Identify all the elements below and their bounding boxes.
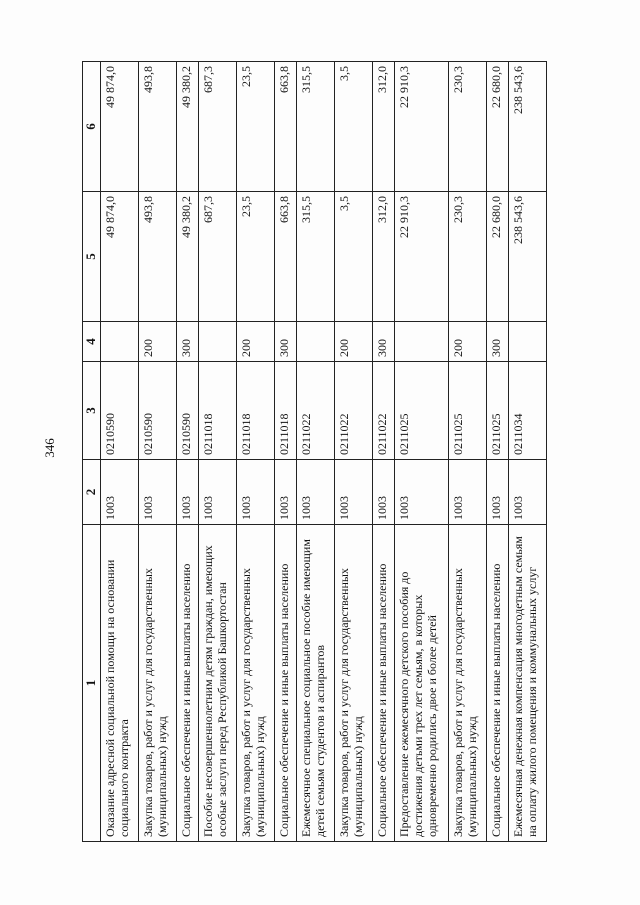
amount-cell: 238 543,6 (508, 192, 546, 322)
amount-cell: 49 380,2 (177, 62, 199, 192)
amount-cell: 663,8 (274, 192, 296, 322)
section-code-cell: 1003 (101, 460, 139, 525)
section-code-cell: 1003 (508, 460, 546, 525)
header-cell: 1 (83, 525, 101, 842)
page-number: 346 (42, 438, 57, 458)
table-body (101, 62, 547, 842)
section-code-cell: 1003 (198, 460, 236, 525)
row-name-cell: Предоставление ежемесячного детского пособия до достижения детьми трех лет семьям, в которых одновременно родились двое и более детей (394, 525, 448, 842)
expense-type-cell: 200 (236, 322, 274, 362)
target-code-cell: 0211025 (486, 362, 508, 460)
amount-cell: 22 910,3 (394, 192, 448, 322)
amount-cell: 49 874,0 (101, 192, 139, 322)
amount-cell: 49 380,2 (177, 192, 199, 322)
target-code-cell: 0211018 (274, 362, 296, 460)
section-code-cell: 1003 (486, 460, 508, 525)
table-row (394, 62, 448, 842)
table-row (139, 62, 177, 842)
amount-cell: 663,8 (274, 62, 296, 192)
row-name-cell: Социальное обеспечение и иные выплаты населению (372, 525, 394, 842)
target-code-cell: 0211025 (394, 362, 448, 460)
amount-cell: 22 680,0 (486, 62, 508, 192)
target-code-cell: 0211018 (236, 362, 274, 460)
amount-cell: 3,5 (334, 62, 372, 192)
target-code-cell: 0210590 (139, 362, 177, 460)
amount-cell: 493,8 (139, 62, 177, 192)
amount-cell: 238 543,6 (508, 62, 546, 192)
amount-cell: 312,0 (372, 62, 394, 192)
section-code-cell: 1003 (236, 460, 274, 525)
expense-type-cell: 300 (274, 322, 296, 362)
table-row (334, 62, 372, 842)
expense-type-cell (508, 322, 546, 362)
expense-type-cell: 200 (139, 322, 177, 362)
amount-cell: 3,5 (334, 192, 372, 322)
amount-cell: 687,3 (198, 62, 236, 192)
amount-cell: 49 874,0 (101, 62, 139, 192)
row-name-cell: Социальное обеспечение и иные выплаты населению (486, 525, 508, 842)
target-code-cell: 0211018 (198, 362, 236, 460)
target-code-cell: 0210590 (177, 362, 199, 460)
section-code-cell: 1003 (448, 460, 486, 525)
amount-cell: 315,5 (296, 62, 334, 192)
amount-cell: 230,3 (448, 62, 486, 192)
table-row (448, 62, 486, 842)
expense-type-cell (296, 322, 334, 362)
amount-cell: 312,0 (372, 192, 394, 322)
header-row (83, 62, 101, 842)
section-code-cell: 1003 (296, 460, 334, 525)
target-code-cell: 0211025 (448, 362, 486, 460)
section-code-cell: 1003 (394, 460, 448, 525)
row-name-cell: Оказание адресной социальной помощи на основании социального контракта (101, 525, 139, 842)
table-row (198, 62, 236, 842)
section-code-cell: 1003 (139, 460, 177, 525)
expense-type-cell (101, 322, 139, 362)
row-name-cell: Пособие несовершеннолетним детям граждан, имеющих особые заслуги перед Республикой Башкортостан (198, 525, 236, 842)
expense-type-cell: 300 (486, 322, 508, 362)
amount-cell: 22 680,0 (486, 192, 508, 322)
target-code-cell: 0211022 (296, 362, 334, 460)
header-cell: 3 (83, 362, 101, 460)
table-row (486, 62, 508, 842)
row-name-cell: Закупка товаров, работ и услуг для государственных (муниципальных) нужд (236, 525, 274, 842)
row-name-cell: Закупка товаров, работ и услуг для государственных (муниципальных) нужд (139, 525, 177, 842)
expense-type-cell: 200 (334, 322, 372, 362)
section-code-cell: 1003 (177, 460, 199, 525)
rotated-table-container (82, 62, 547, 842)
table-row (508, 62, 546, 842)
header-cell: 6 (83, 62, 101, 192)
row-name-cell: Ежемесячная денежная компенсация многодетным семьям на оплату жилого помещения и коммунальных услуг (508, 525, 546, 842)
budget-table (82, 61, 547, 842)
amount-cell: 22 910,3 (394, 62, 448, 192)
row-name-cell: Социальное обеспечение и иные выплаты населению (177, 525, 199, 842)
target-code-cell: 0211022 (334, 362, 372, 460)
amount-cell: 23,5 (236, 62, 274, 192)
row-name-cell: Закупка товаров, работ и услуг для государственных (муниципальных) нужд (334, 525, 372, 842)
expense-type-cell (394, 322, 448, 362)
expense-type-cell: 300 (372, 322, 394, 362)
amount-cell: 493,8 (139, 192, 177, 322)
table-row (372, 62, 394, 842)
expense-type-cell: 300 (177, 322, 199, 362)
table-row (101, 62, 139, 842)
table-row (236, 62, 274, 842)
row-name-cell: Социальное обеспечение и иные выплаты населению (274, 525, 296, 842)
row-name-cell: Закупка товаров, работ и услуг для государственных (муниципальных) нужд (448, 525, 486, 842)
amount-cell: 687,3 (198, 192, 236, 322)
target-code-cell: 0211022 (372, 362, 394, 460)
expense-type-cell (198, 322, 236, 362)
amount-cell: 230,3 (448, 192, 486, 322)
section-code-cell: 1003 (334, 460, 372, 525)
header-cell: 4 (83, 322, 101, 362)
header-cell: 5 (83, 192, 101, 322)
section-code-cell: 1003 (372, 460, 394, 525)
target-code-cell: 0210590 (101, 362, 139, 460)
target-code-cell: 0211034 (508, 362, 546, 460)
amount-cell: 315,5 (296, 192, 334, 322)
header-cell: 2 (83, 460, 101, 525)
table-row (296, 62, 334, 842)
row-name-cell: Ежемесячное специальное социальное пособие имеющим детей семьям студентов и аспирантов (296, 525, 334, 842)
table-row (177, 62, 199, 842)
expense-type-cell: 200 (448, 322, 486, 362)
section-code-cell: 1003 (274, 460, 296, 525)
amount-cell: 23,5 (236, 192, 274, 322)
table-row (274, 62, 296, 842)
